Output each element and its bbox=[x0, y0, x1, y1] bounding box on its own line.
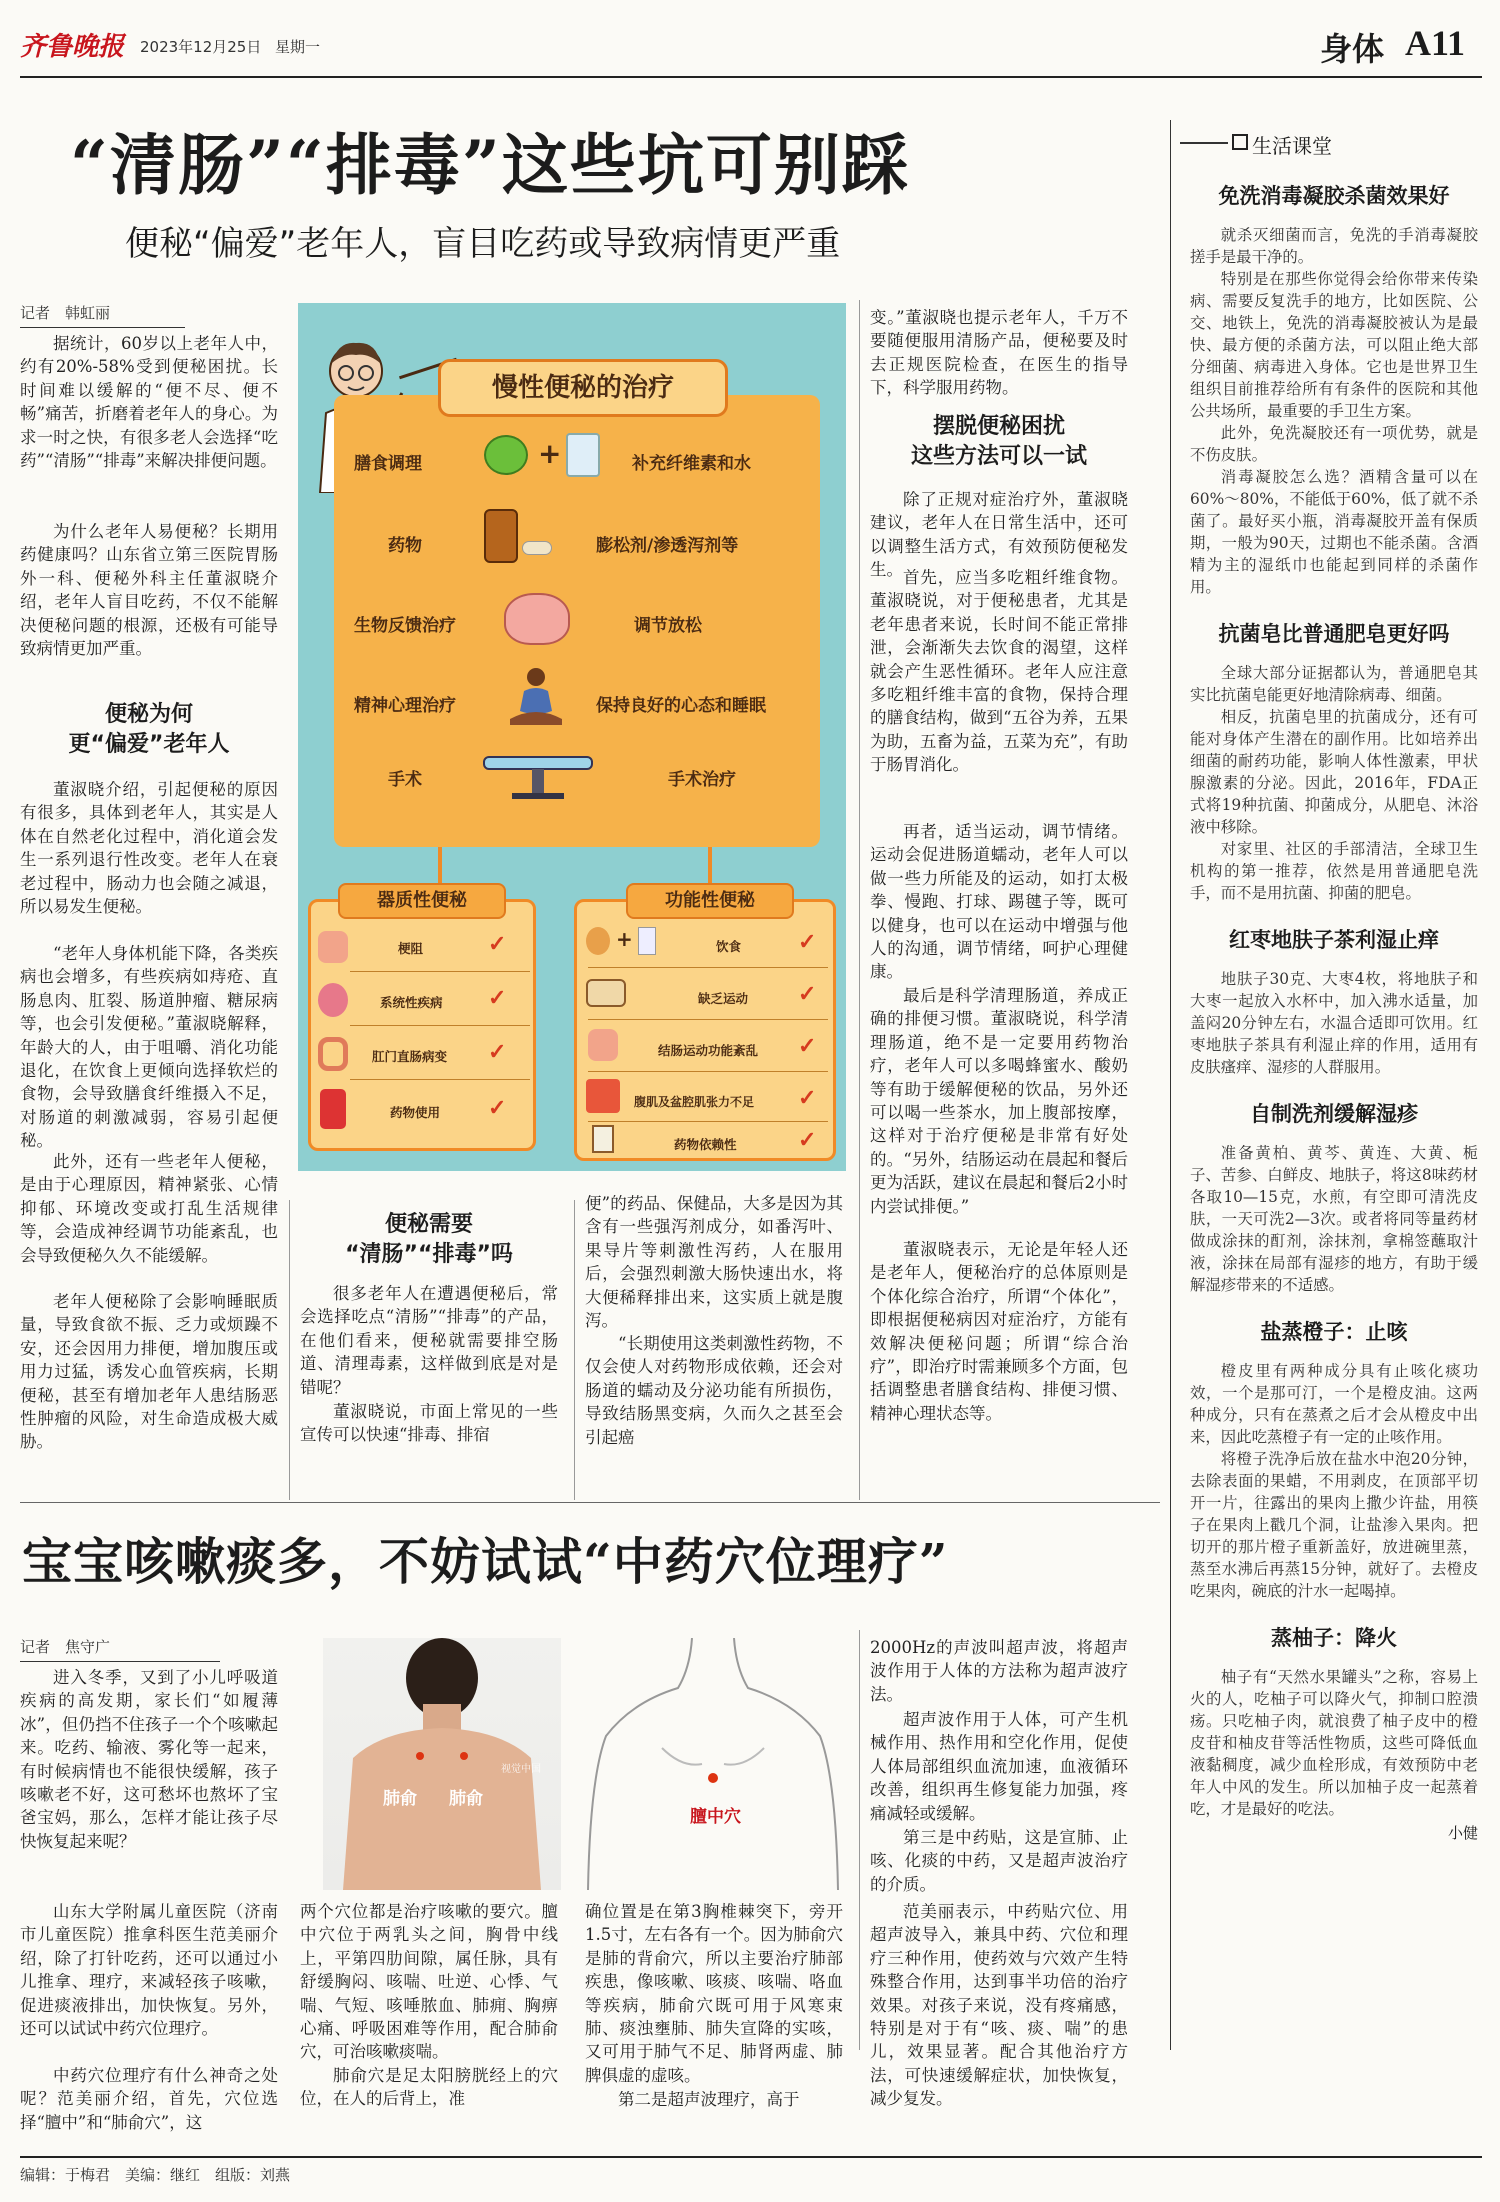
connector-line bbox=[438, 847, 442, 887]
article1-paragraph: 便”的药品、保健品，大多是因为其含有一些强泻剂成分，如番泻叶、果导片等刺激性泻药，人在服用后，会强烈刺激大肠快速出水，将大便稀释排出来，这实质上就是腹泻。 bbox=[585, 1194, 843, 1331]
chest-acupoint-diagram bbox=[582, 1638, 844, 1890]
divider bbox=[588, 1121, 828, 1122]
treatment-title-banner bbox=[438, 359, 728, 417]
sidebar-paragraph: 就杀灭细菌而言，免洗的手消毒凝胶搓手是最干净的。 bbox=[1190, 226, 1478, 266]
article1-paragraph: 此外，还有一些老年人便秘，是由于心理原因，精神紧张、心情抑郁、环境改变或打乱生活规律等，会造成神经调节功能紊乱，也会导致便秘久久不能缓解。 bbox=[20, 1152, 278, 1265]
organic-title: 器质性便秘 bbox=[377, 890, 467, 911]
article1-subheading bbox=[20, 700, 278, 760]
article2-paragraph: 第三是中药贴，这是宣肺、止咳、化痰的中药，又是超声波治疗的介质。 bbox=[870, 1828, 1128, 1894]
medicine-bottle-icon bbox=[484, 509, 518, 563]
subheading-line: 摆脱便秘困扰 bbox=[932, 414, 1065, 439]
sidebar-header-line bbox=[1180, 142, 1228, 144]
acupoint-label: 膻中穴 bbox=[690, 1807, 741, 1827]
masthead bbox=[20, 14, 1482, 74]
article1-paragraph: 董淑晓说，市面上常见的一些宣传可以快速“排毒、排宿 bbox=[300, 1402, 558, 1445]
organic-item: 肛门直肠病变 bbox=[372, 1049, 448, 1064]
article2-paragraph: 第二是超声波理疗，高于 bbox=[618, 2090, 800, 2109]
subheading-line: 这些方法可以一试 bbox=[910, 444, 1087, 469]
functional-title: 功能性便秘 bbox=[665, 890, 755, 911]
treatment-row-right: 保持良好的心态和睡眠 bbox=[596, 696, 766, 716]
treatment-row-right: 调节放松 bbox=[634, 616, 702, 636]
article1-paragraph: 老年人便秘除了会影响睡眠质量，导致食欲不振、乏力或烦躁不安，还会因用力排便，增加腹压或用力过猛，诱发心血管疾病，长期便秘，甚至有增加老年人患结肠恶性肿瘤的风险，对生命造成极大威胁。 bbox=[20, 1292, 278, 1452]
issue-date: 2023年12月25日 bbox=[140, 38, 262, 56]
chicken-leg-icon bbox=[586, 927, 610, 955]
sidebar-paragraph: 将橙子洗净后放在盐水中泡20分钟，去除表面的果蜡，不用剥皮，在顶部平切开一片，往露出的果肉上撒少许盐，用筷子在果肉上戳几个洞，让盐渗入果肉。把切开的那片橙子重新盖好，放进碗里蒸，蒸至水沸后再蒸15分钟，就好了。去橙皮吃果肉，碗底的汁水一起喝掉。 bbox=[1190, 1450, 1478, 1600]
article1-paragraph: 很多老年人在遭遇便秘后，常会选择吃点“清肠”“排毒”的产品，在他们看来，便秘就需要排空肠道、清理毒素，这样做到底是对是错呢？ bbox=[300, 1284, 558, 1397]
subheading-line: 便秘需要 bbox=[384, 1212, 473, 1237]
sidebar-item-title: 抗菌皂比普通肥皂更好吗 bbox=[1218, 622, 1450, 646]
article2-paragraph: 2000Hz的声波叫超声波，将超声波作用于人体的方法称为超声波疗法。 bbox=[870, 1638, 1128, 1704]
acupoint-label: 肺俞 bbox=[449, 1789, 483, 1809]
article2-paragraph: 进入冬季，又到了小儿呼吸道疾病的高发期，家长们“如履薄冰”，但仍挡不住孩子一个个咳嗽起来。吃药、输液、雾化等一起来，有时候病情也不能很快缓解，孩子咳嗽老不好，这可愁坏也熬坏了宝爸宝妈，那么，怎样才能让孩子尽快恢复起来呢？ bbox=[20, 1668, 278, 1851]
article1-paragraph: 据统计，60岁以上老年人中，约有20%-58%受到便秘困扰。长时间难以缓解的“便不尽、便不畅”痛苦，折磨着老年人的身心。为求一时之快，有很多老人会选择“吃药”“清肠”“排毒”来解决排便问题。 bbox=[20, 334, 278, 471]
divider bbox=[350, 971, 530, 972]
article1-paragraph: 再者，适当运动，调节情绪。运动会促进肠道蠕动，老年人可以做一些力所能及的运动，如打太极拳、慢跑、打球、踢毽子等，既可以健身，也可以在运动中增强与他人的沟通，调节情绪，呵护心理健康。 bbox=[870, 822, 1128, 982]
operating-table-icon bbox=[478, 743, 598, 803]
subheading-line: 便秘为何 bbox=[104, 702, 193, 727]
article1-paragraph: 变。”董淑晓也提示老年人，千万不要随便服用清肠产品，便秘要及时去正规医院检查，在医生的指导下，科学服用药物。 bbox=[870, 308, 1128, 398]
treatment-row-left: 生物反馈治疗 bbox=[354, 616, 456, 636]
organs-icon bbox=[318, 983, 348, 1017]
article1-paragraph: 董淑晓表示，无论是年轻人还是老年人，便秘治疗的总体原则是个体化综合治疗，所谓“个体化”，即根据便秘病因对症治疗，方能有效解决便秘问题；所谓“综合治疗”，即治疗时需兼顾多个方面，包括调整患者膳食结构、排便习惯、精神心理状态等。 bbox=[870, 1240, 1128, 1423]
functional-item: 饮食 bbox=[716, 939, 742, 954]
constipation-infographic bbox=[298, 303, 846, 1171]
square-icon bbox=[1232, 134, 1248, 150]
page-number: A11 bbox=[1405, 23, 1466, 63]
article2-byline: 记者 焦守广 bbox=[20, 1636, 220, 1662]
vegetable-icon bbox=[484, 435, 528, 475]
article1-paragraph: 最后是科学清理肠道，养成正确的排便习惯。董淑晓说，科学清理肠道，绝不是一定要用药物治疗，老年人可以多喝蜂蜜水、酸奶等有助于缓解便秘的饮品，另外还可以喝一些茶水，加上腹部按摩，这样对于治疗便秘是非常有好处的。“另外，结肠运动在晨起和餐后更为活跃，建议在晨起和餐后2小时内尝试排便。” bbox=[870, 986, 1128, 1216]
connector-line bbox=[708, 847, 712, 887]
column-divider bbox=[859, 1630, 860, 2050]
column-divider bbox=[574, 1200, 575, 1500]
glass-icon bbox=[638, 927, 656, 955]
sidebar-column bbox=[1190, 180, 1478, 1843]
medicine-icon bbox=[320, 1089, 346, 1129]
sidebar-paragraph: 对家里、社区的手部清洁，全球卫生机构的第一推荐，依然是用普通肥皂洗手，而不是用抗菌、抑菌的肥皂。 bbox=[1190, 840, 1478, 902]
divider bbox=[588, 1071, 828, 1072]
sidebar-paragraph: 此外，免洗凝胶还有一项优势，就是不伤皮肤。 bbox=[1190, 424, 1478, 464]
sidebar-item-title: 免洗消毒凝胶杀菌效果好 bbox=[1218, 184, 1450, 208]
sidebar-source: 小健 bbox=[1447, 1824, 1478, 1842]
organic-item: 药物使用 bbox=[390, 1105, 441, 1120]
treatment-title: 慢性便秘的治疗 bbox=[491, 373, 674, 403]
sofa-icon bbox=[586, 979, 626, 1007]
pill-bottle-icon bbox=[592, 1125, 614, 1153]
sidebar-paragraph: 全球大部分证据都认为，普通肥皂其实比抗菌皂能更好地清除病毒、细菌。 bbox=[1190, 664, 1478, 704]
paper-logo: 齐鲁晚报 bbox=[20, 32, 125, 62]
sidebar-paragraph: 橙皮里有两种成分具有止咳化痰功效，一个是那可汀，一个是橙皮油。这两种成分，只有在蒸煮之后才会从橙皮中出来，因此吃蒸橙子有一定的止咳作用。 bbox=[1190, 1362, 1478, 1446]
plus-sign: + bbox=[616, 927, 633, 951]
sidebar-paragraph: 消毒凝胶怎么选？酒精含量可以在60%～80%，不能低于60%，低了就不杀菌了。最好买小瓶，消毒凝胶开盖有保质期，一般为90天，过期也不能杀菌。含酒精为主的湿纸巾也能起到同样的杀菌作用。 bbox=[1190, 468, 1478, 596]
treatment-row-left: 膳食调理 bbox=[354, 454, 422, 474]
check-icon: ✓ bbox=[488, 931, 507, 957]
check-icon: ✓ bbox=[798, 1085, 817, 1111]
check-icon: ✓ bbox=[488, 1039, 507, 1065]
treatment-row-right: 补充纤维素和水 bbox=[632, 454, 751, 474]
treatment-row-left: 精神心理治疗 bbox=[354, 696, 456, 716]
organic-title-banner bbox=[338, 883, 506, 919]
water-glass-icon bbox=[566, 433, 600, 477]
intestine-icon bbox=[588, 1029, 618, 1061]
issue-weekday: 星期一 bbox=[275, 38, 321, 56]
sidebar-paragraph: 准备黄柏、黄芩、黄连、大黄、栀子、苦参、白鲜皮、地肤子，将这8味药材各取10—15克，水煎，有空即可清洗皮肤，一天可洗2—3次。或者将同等量药材做成涂抹的酊剂，涂抹剂，拿棉签蘸取汁液，涂抹在局部有湿疹的地方，有助于缓解湿疹带来的不适感。 bbox=[1190, 1144, 1478, 1294]
article2-title: 宝宝咳嗽痰多，不妨试试“中药穴位理疗” bbox=[22, 1532, 949, 1591]
watermark: 视觉中国 bbox=[501, 1764, 541, 1775]
sidebar-paragraph: 柚子有“天然水果罐头”之称，容易上火的人，吃柚子可以降火气，抑制口腔溃疡。只吃柚子肉，就浪费了柚子皮中的橙皮苷和柚皮苷等活性物质，这些可降低血液黏稠度，减少血栓形成，有效预防中老年人中风的发生。所以加柚子皮一起蒸着吃，才是最好的吃法。 bbox=[1190, 1668, 1478, 1818]
sidebar-item-title: 蒸柚子：降火 bbox=[1271, 1626, 1397, 1650]
article1-paragraph: 除了正规对症治疗外，董淑晓建议，老年人在日常生活中，还可以调整生活方式，有效预防便秘发生。 bbox=[870, 490, 1128, 580]
sidebar-item-title: 红枣地肤子茶利湿止痒 bbox=[1229, 928, 1439, 952]
functional-item: 结肠运动功能紊乱 bbox=[658, 1043, 759, 1058]
column-divider bbox=[859, 300, 860, 1500]
article2-paragraph: 范美丽表示，中药贴穴位、用超声波导入，兼具中药、穴位和理疗三种作用，使药效与穴效产生特殊整合作用，达到事半功倍的治疗效果。对孩子来说，没有疼痛感，特别是对于有“咳、痰、喘”的患儿，效果显著。配合其他治疗方法，可快速缓解症状，加快恢复，减少复发。 bbox=[870, 1902, 1128, 2109]
meditation-icon bbox=[506, 665, 566, 727]
masthead-rule bbox=[20, 76, 1482, 78]
organic-item: 梗阻 bbox=[398, 941, 424, 956]
article1-subheading bbox=[870, 412, 1128, 472]
check-icon: ✓ bbox=[488, 1095, 507, 1121]
treatment-row-left: 手术 bbox=[388, 770, 422, 790]
pills-icon bbox=[522, 541, 552, 555]
back-acupoint-photo bbox=[323, 1638, 561, 1890]
colon-icon bbox=[318, 1037, 348, 1071]
divider bbox=[588, 1019, 828, 1020]
sidebar-item-title: 盐蒸橙子：止咳 bbox=[1260, 1320, 1408, 1344]
article1-paragraph: 董淑晓介绍，引起便秘的原因有很多，具体到老年人，其实是人体在自然老化过程中，消化道会发生一系列退行性改变。老年人在衰老过程中，肠动力也会随之减退，所以易发生便秘。 bbox=[20, 780, 278, 917]
article2-paragraph: 肺俞穴是足太阳膀胱经上的穴位，在人的后背上，准 bbox=[300, 2066, 558, 2109]
article1-byline: 记者 韩虹丽 bbox=[20, 302, 185, 328]
sidebar-header bbox=[1180, 128, 1480, 158]
article1-paragraph: “长期使用这类刺激性药物，不仅会使人对药物形成依赖，还会对肠道的蠕动及分泌功能有所损伤，导致结肠黑变病，久而久之甚至会引起癌 bbox=[585, 1334, 843, 1447]
functional-title-banner bbox=[626, 883, 794, 919]
article-separator bbox=[20, 1502, 1160, 1503]
column-divider bbox=[289, 1200, 290, 1500]
article1-subtitle: 便秘“偏爱”老年人，盲目吃药或导致病情更严重 bbox=[125, 224, 841, 264]
sidebar-paragraph: 地肤子30克、大枣4枚，将地肤子和大枣一起放入水杯中，加入沸水适量，加盖闷20分钟左右，水温合适即可饮用。红枣地肤子茶具有利湿止痒的作用，适用有皮肤瘙痒、湿疹的人群服用。 bbox=[1190, 970, 1478, 1076]
sidebar-section-label: 生活课堂 bbox=[1252, 134, 1332, 158]
check-icon: ✓ bbox=[798, 1127, 817, 1153]
article1-paragraph: 首先，应当多吃粗纤维食物。董淑晓说，对于便秘患者，尤其是老年患者来说，长时间不能正常排泄，会渐渐失去饮食的渴望，这样就会产生恶性循环。老年人应注意多吃粗纤维丰富的食物，保持合理的膳食结构，做到“五谷为养，五果为助，五畜为益，五菜为充”，有助于肠胃消化。 bbox=[870, 568, 1128, 775]
article2-paragraph: 确位置是在第3胸椎棘突下，旁开1.5寸，左右各有一个。因为肺俞穴是肺的背俞穴，所以主要治疗肺部疾患，像咳嗽、咳痰、咳喘、咯血等疾病，肺俞穴既可用于风寒束肺、痰浊壅肺、肺失宣降的实咳，又可用于肺气不足、肺肾两虚、肺脾俱虚的虚咳。 bbox=[585, 1902, 843, 2085]
stress-icon bbox=[586, 1079, 620, 1113]
functional-item: 药物依赖性 bbox=[674, 1137, 737, 1152]
article2-paragraph: 两个穴位都是治疗咳嗽的要穴。膻中穴位于两乳头之间，胸骨中线上，平第四肋间隙，属任脉，具有舒缓胸闷、咳喘、吐逆、心悸、气喘、气短、咳唾脓血、肺痈、胸痹心痛、呼吸困难等作用，配合肺俞穴，可治咳嗽痰喘。 bbox=[300, 1902, 558, 2062]
article2-paragraph: 山东大学附属儿童医院（济南市儿童医院）推拿科医生范美丽介绍，除了打针吃药，还可以通过小儿推拿、理疗，来减轻孩子咳嗽，促进痰液排出，加快恢复。另外，还可以试试中药穴位理疗。 bbox=[20, 1902, 278, 2039]
article2-paragraph: 中药穴位理疗有什么神奇之处呢？范美丽介绍，首先，穴位选择“膻中”和“肺俞穴”，这 bbox=[20, 2066, 278, 2132]
divider bbox=[588, 967, 828, 968]
divider bbox=[350, 1025, 530, 1026]
treatment-row-right: 膨松剂/渗透泻剂等 bbox=[596, 536, 739, 556]
footer-rule bbox=[20, 2156, 1482, 2158]
article1-subheading bbox=[300, 1210, 558, 1270]
intestine-icon bbox=[318, 931, 348, 963]
article1-paragraph: 为什么老年人易便秘？长期用药健康吗？山东省立第三医院胃肠外一科、便秘外科主任董淑晓介绍，老年人盲目吃药，不仅不能解决便秘问题的根源，还极有可能导致病情更加严重。 bbox=[20, 522, 278, 659]
article1-title: “清肠”“排毒”这些坑可别踩 bbox=[70, 126, 910, 204]
treatment-row-left: 药物 bbox=[388, 536, 422, 556]
sidebar-divider bbox=[1170, 120, 1171, 2050]
acupoint-label: 肺俞 bbox=[383, 1789, 417, 1809]
treatment-row-right: 手术治疗 bbox=[668, 770, 736, 790]
section-name: 身体 bbox=[1320, 30, 1385, 68]
organic-item: 系统性疾病 bbox=[380, 995, 443, 1010]
sidebar-paragraph: 特别是在那些你觉得会给你带来传染病、需要反复洗手的地方，比如医院、公交、地铁上，免洗的消毒凝胶被认为是最快、最方便的杀菌方法，可以阻止绝大部分细菌、病毒进入身体。它也是世界卫生组织目前推荐给所有有条件的医院和其他公共场所，最重要的手卫生方案。 bbox=[1190, 270, 1478, 420]
check-icon: ✓ bbox=[488, 985, 507, 1011]
functional-item: 缺乏运动 bbox=[698, 991, 749, 1006]
sidebar-item-title: 自制洗剂缓解湿疹 bbox=[1250, 1102, 1418, 1126]
divider bbox=[350, 1079, 530, 1080]
check-icon: ✓ bbox=[798, 981, 817, 1007]
article2-paragraph: 超声波作用于人体，可产生机械作用、热作用和空化作用，促使人体局部组织血流加速，血液循环改善，组织再生修复能力加强，疼痛减轻或缓解。 bbox=[870, 1710, 1128, 1823]
check-icon: ✓ bbox=[798, 929, 817, 955]
subheading-line: “清肠”“排毒”吗 bbox=[345, 1242, 513, 1267]
article1-paragraph: “老年人身体机能下降，各类疾病也会增多，有些疾病如痔疮、直肠息肉、肛裂、肠道肿瘤、糖尿病等，也会引发便秘。”董淑晓解释，年龄大的人，由于咀嚼、消化功能退化，在饮食上更倾向选择软烂的食物，会导致膳食纤维摄入不足，对肠道的刺激减弱，容易引起便秘。 bbox=[20, 944, 278, 1151]
subheading-line: 更“偏爱”老年人 bbox=[68, 732, 230, 757]
check-icon: ✓ bbox=[798, 1033, 817, 1059]
footer-credits: 编辑：于梅君 美编：继红 组版：刘燕 bbox=[20, 2166, 291, 2184]
plus-sign: + bbox=[538, 437, 562, 470]
functional-item: 腹肌及盆腔肌张力不足 bbox=[634, 1095, 755, 1109]
brain-icon bbox=[504, 593, 570, 645]
sidebar-paragraph: 相反，抗菌皂里的抗菌成分，还有可能对身体产生潜在的副作用。比如培养出细菌的耐药功能，影响人体性激素，甲状腺激素的分泌。因此，2016年，FDA正式将19种抗菌、抑菌成分，从肥皂、沐浴液中移除。 bbox=[1190, 708, 1478, 836]
